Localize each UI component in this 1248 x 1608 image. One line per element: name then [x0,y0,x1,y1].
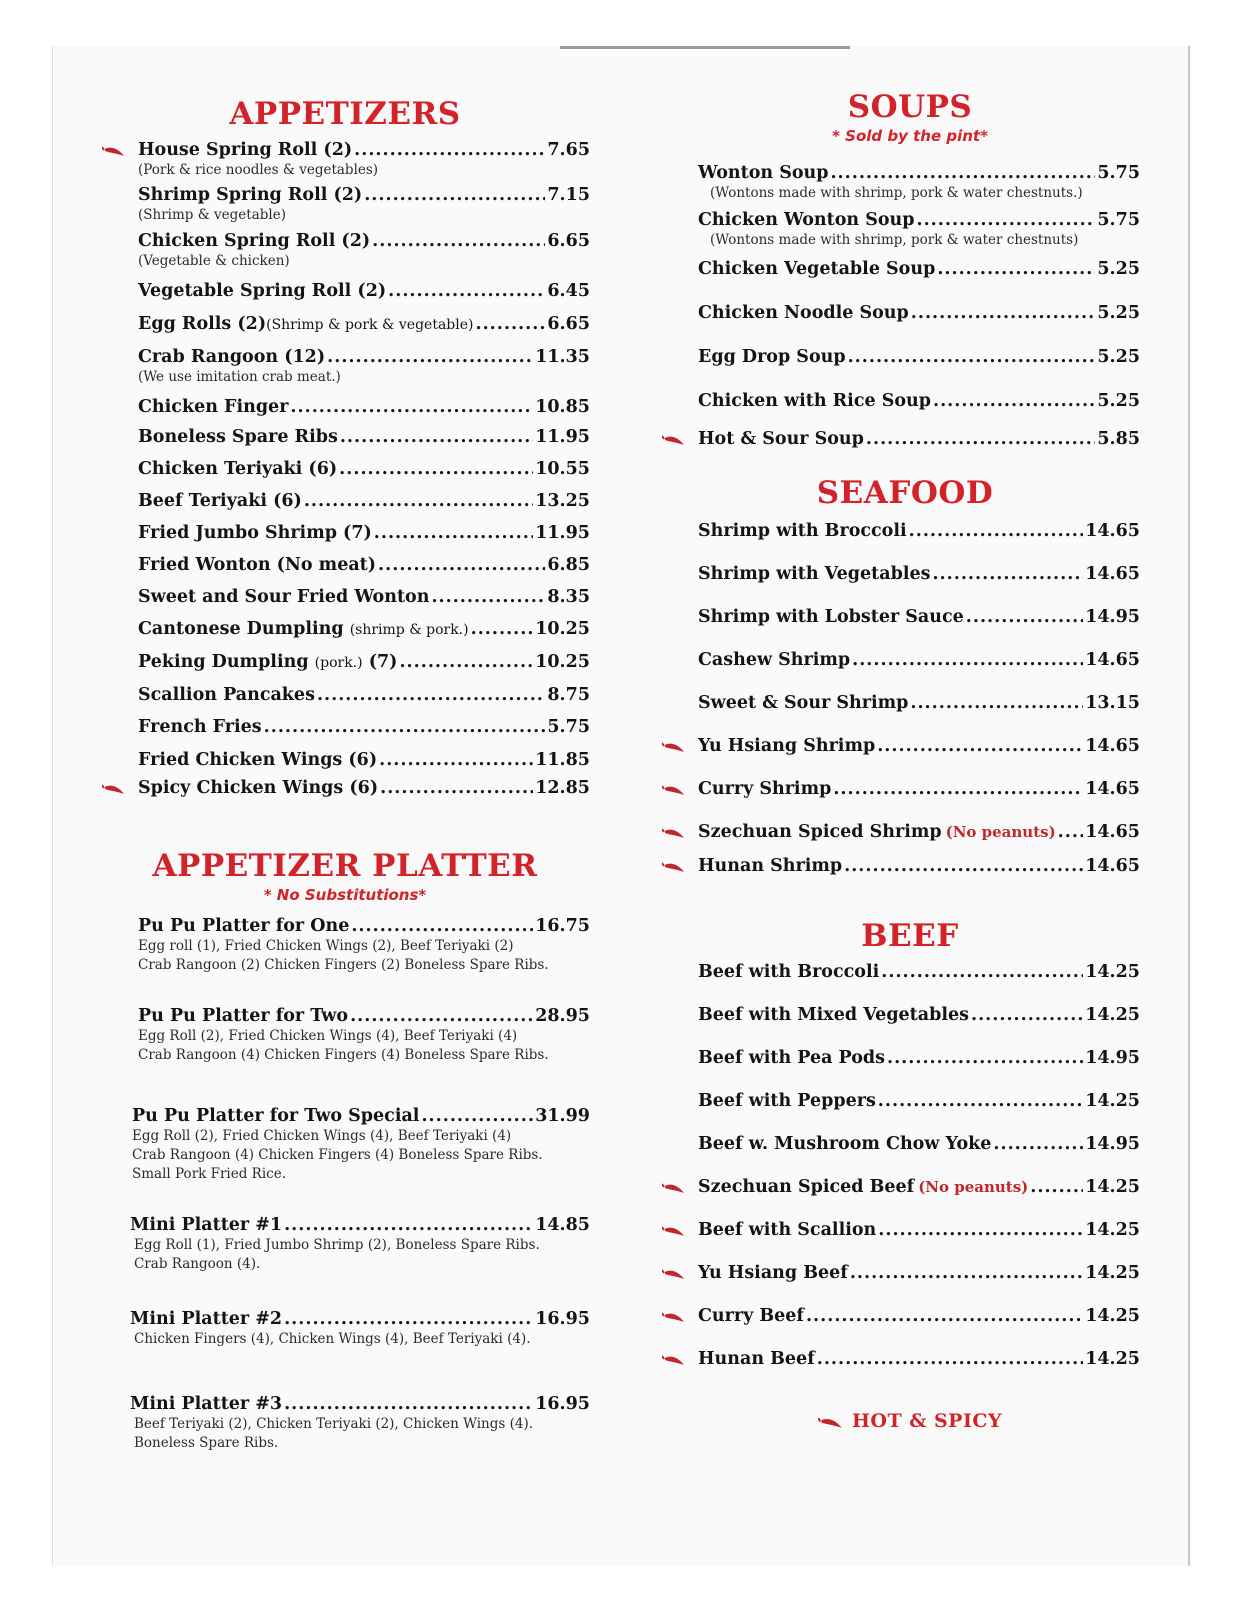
item-name: Curry Beef [698,1306,804,1326]
item-description: (Wontons made with shrimp, pork & water chestnuts) [710,232,1079,248]
menu-item [100,915,590,975]
menu-item [100,716,590,738]
item-price: 10.85 [535,397,590,417]
menu-item [660,563,1140,585]
item-name: Szechuan Spiced Beef [698,1177,915,1197]
menu-item [100,280,590,302]
menu-item [660,1133,1140,1155]
item-price: 13.15 [1085,693,1140,713]
item-name: House Spring Roll (2) [138,140,353,160]
item-price: 5.25 [1097,259,1140,279]
item-name: Beef Teriyaki (6) [138,491,302,511]
item-price: 14.25 [1085,1091,1140,1111]
menu-item [100,586,590,608]
soups-title: SOUPS [847,89,973,125]
menu-item [100,777,590,799]
menu-item [100,230,590,271]
item-price: 14.65 [1085,736,1140,756]
item-price: 14.95 [1085,1048,1140,1068]
menu-item [660,1262,1140,1284]
chili-pepper-icon [102,782,126,796]
menu-item [100,684,590,706]
item-name: Peking Dumpling [138,652,309,672]
item-name: Hot & Sour Soup [698,429,864,449]
item-price: 5.85 [1097,429,1140,449]
item-price: 16.95 [535,1394,590,1414]
item-name: Chicken Wonton Soup [698,210,915,230]
chili-pepper-icon [818,1415,844,1430]
item-price: 6.65 [547,314,590,334]
item-note: (pork.) [314,655,363,671]
platter-list [100,915,590,1453]
item-name: Egg Rolls (2) [138,314,267,334]
item-description: Egg roll (1), Fried Chicken Wings (2), Beef Teriyaki (2) [138,938,514,954]
item-price: 14.65 [1085,856,1140,876]
menu-item [660,692,1140,714]
item-name: Fried Chicken Wings (6) [138,750,378,770]
no-peanuts-note: (No peanuts) [918,1178,1029,1196]
item-description: Boneless Spare Ribs. [134,1435,279,1451]
item-price: 14.65 [1085,650,1140,670]
item-note: (Shrimp & pork & vegetable) [266,317,474,333]
item-price: 16.75 [535,916,590,936]
item-name: Pu Pu Platter for Two [138,1006,349,1026]
item-price: 11.95 [535,427,590,447]
menu-item [660,1176,1140,1198]
appetizers-title: APPETIZERS [229,96,461,132]
item-price: 14.25 [1085,1306,1140,1326]
item-note: (shrimp & pork.) [349,622,469,638]
item-name: Mini Platter #2 [130,1309,283,1329]
item-name: Shrimp with Lobster Sauce [698,607,964,627]
chili-pepper-icon [662,1224,686,1238]
item-name: Beef w. Mushroom Chow Yoke [698,1134,992,1154]
item-name: Shrimp with Vegetables [698,564,931,584]
item-name: Shrimp Spring Roll (2) [138,185,363,205]
item-price: 10.55 [535,459,590,479]
menu-item [100,458,590,480]
item-name: French Fries [138,717,262,737]
item-description: (Pork & rice noodles & vegetables) [138,162,379,178]
item-description: (We use imitation crab meat.) [138,369,341,385]
item-name: Boneless Spare Ribs [138,427,338,447]
chili-pepper-icon [662,1353,686,1367]
soups-subtitle: * Sold by the pint* [832,127,988,145]
menu-item [660,1004,1140,1026]
item-name: Szechuan Spiced Shrimp [698,822,942,842]
legend-label: HOT & SPICY [851,1410,1003,1432]
hot-spicy-legend [660,1410,1140,1432]
item-count: (7) [368,652,398,672]
item-description: Egg Roll (2), Fried Chicken Wings (4), Beef Teriyaki (4) [132,1128,512,1144]
item-description: Beef Teriyaki (2), Chicken Teriyaki (2), Chicken Wings (4). [134,1416,534,1432]
item-price: 14.65 [1085,779,1140,799]
item-price: 7.15 [547,185,590,205]
item-name: Yu Hsiang Shrimp [698,736,876,756]
item-description: Chicken Fingers (4), Chicken Wings (4), Beef Teriyaki (4). [134,1331,531,1347]
item-price: 14.85 [535,1215,590,1235]
item-price: 5.25 [1097,303,1140,323]
item-price: 14.65 [1085,564,1140,584]
item-name: Beef with Broccoli [698,962,880,982]
seafood-title: SEAFOOD [816,475,994,511]
item-name: Scallion Pancakes [138,685,315,705]
menu-item [100,346,590,387]
item-description: Crab Rangoon (4). [134,1256,261,1272]
item-price: 7.65 [547,140,590,160]
menu-item [660,162,1140,203]
item-description: Egg Roll (1), Fried Jumbo Shrimp (2), Boneless Spare Ribs. [134,1237,540,1253]
item-price: 11.85 [535,750,590,770]
menu-item [100,1005,590,1065]
item-name: Mini Platter #1 [130,1215,283,1235]
item-price: 14.25 [1085,1005,1140,1025]
menu-item [660,346,1140,368]
menu-item [660,1090,1140,1112]
item-price: 31.99 [535,1106,590,1126]
menu-item [660,1348,1140,1370]
item-price: 14.25 [1085,962,1140,982]
item-name: Egg Drop Soup [698,347,846,367]
item-price: 14.65 [1085,822,1140,842]
menu-item [660,1219,1140,1241]
item-price: 6.45 [547,281,590,301]
beef-title: BEEF [861,918,959,954]
menu-item [660,778,1140,800]
item-price: 10.25 [535,619,590,639]
item-price: 5.75 [1097,210,1140,230]
item-name: Chicken Vegetable Soup [698,259,936,279]
item-price: 28.95 [535,1006,590,1026]
item-price: 14.65 [1085,521,1140,541]
menu-item [660,961,1140,983]
platter-subtitle: * No Substitutions* [263,886,427,904]
menu-item [100,490,590,512]
no-peanuts-note: (No peanuts) [945,823,1056,841]
menu-item [660,606,1140,628]
menu-item [100,139,590,180]
item-price: 5.25 [1097,347,1140,367]
item-price: 5.75 [1097,163,1140,183]
item-name: Curry Shrimp [698,779,832,799]
chili-pepper-icon [662,860,686,874]
item-name: Beef with Pea Pods [698,1048,885,1068]
item-name: Crab Rangoon (12) [138,347,326,367]
item-name: Chicken Finger [138,397,289,417]
chili-pepper-icon [662,433,686,447]
item-name: Chicken Spring Roll (2) [138,231,371,251]
menu-item [100,426,590,448]
menu-item [660,520,1140,542]
item-price: 13.25 [535,491,590,511]
item-price: 14.25 [1085,1177,1140,1197]
item-name: Beef with Scallion [698,1220,877,1240]
item-price: 14.25 [1085,1220,1140,1240]
chili-pepper-icon [662,740,686,754]
item-name: Beef with Mixed Vegetables [698,1005,969,1025]
chili-pepper-icon [662,826,686,840]
item-price: 14.95 [1085,1134,1140,1154]
menu-item [660,258,1140,280]
item-price: 8.35 [547,587,590,607]
item-price: 6.85 [547,555,590,575]
menu-item [660,1305,1140,1327]
menu-item [660,735,1140,757]
item-description: Crab Rangoon (4) Chicken Fingers (4) Boneless Spare Ribs. [132,1147,543,1163]
item-price: 5.75 [547,717,590,737]
appetizers-list [100,139,590,799]
item-name: Chicken Teriyaki (6) [138,459,338,479]
item-name: Hunan Beef [698,1349,815,1369]
item-name: Cantonese Dumpling [138,619,344,639]
item-name: Shrimp with Broccoli [698,521,907,541]
item-price: 16.95 [535,1309,590,1329]
item-name: Cashew Shrimp [698,650,851,670]
menu-item [100,1105,590,1184]
menu-item [660,209,1140,250]
menu-item [660,390,1140,412]
item-name: Sweet and Sour Fried Wonton [138,587,430,607]
item-price: 8.75 [547,685,590,705]
chili-pepper-icon [662,1267,686,1281]
menu-item [660,821,1140,843]
item-name: Chicken with Rice Soup [698,391,931,411]
item-name: Fried Jumbo Shrimp (7) [138,523,372,543]
platter-title: APPETIZER PLATTER [152,848,538,884]
beef-list [660,961,1140,1370]
menu-item [660,428,1140,450]
item-name: Hunan Shrimp [698,856,843,876]
item-name: Vegetable Spring Roll (2) [138,281,387,301]
menu-item [100,1214,590,1274]
menu-item [100,618,590,641]
chili-pepper-icon [662,783,686,797]
item-price: 12.85 [535,778,590,798]
soups-list [660,162,1140,450]
item-price: 11.35 [535,347,590,367]
item-price: 14.25 [1085,1263,1140,1283]
item-price: 14.25 [1085,1349,1140,1369]
item-name: Fried Wonton (No meat) [138,555,377,575]
item-name: Mini Platter #3 [130,1394,283,1414]
item-description: Crab Rangoon (4) Chicken Fingers (4) Boneless Spare Ribs. [138,1047,549,1063]
menu-item [100,1393,590,1453]
item-name: Wonton Soup [698,163,829,183]
menu-item [100,749,590,771]
item-price: 14.95 [1085,607,1140,627]
menu-item [660,855,1140,877]
menu-item [660,302,1140,324]
item-name: Pu Pu Platter for One [138,916,350,936]
item-price: 10.25 [535,652,590,672]
left-column [100,95,590,1453]
item-name: Sweet & Sour Shrimp [698,693,909,713]
item-description: (Vegetable & chicken) [138,253,290,269]
menu-item [100,522,590,544]
item-description: Small Pork Fried Rice. [132,1166,286,1182]
item-description: Crab Rangoon (2) Chicken Fingers (2) Boneless Spare Ribs. [138,957,549,973]
menu-item [100,554,590,576]
page-top-edge [560,46,850,49]
item-name: Beef with Peppers [698,1091,876,1111]
page-right-edge [1188,46,1190,1566]
item-name: Pu Pu Platter for Two Special [132,1106,420,1126]
item-price: 11.95 [535,523,590,543]
item-name: Chicken Noodle Soup [698,303,909,323]
item-description: (Wontons made with shrimp, pork & water chestnuts.) [710,185,1083,201]
chili-pepper-icon [662,1181,686,1195]
menu-item [100,184,590,225]
item-name: Spicy Chicken Wings (6) [138,778,379,798]
item-name: Yu Hsiang Beef [698,1263,848,1283]
item-description: Egg Roll (2), Fried Chicken Wings (4), Beef Teriyaki (4) [138,1028,518,1044]
right-column [660,88,1140,1432]
menu-item [100,313,590,336]
chili-pepper-icon [662,1310,686,1324]
menu-item [660,1047,1140,1069]
menu-item [100,396,590,418]
menu-item [100,1308,590,1349]
item-price: 6.65 [547,231,590,251]
chili-pepper-icon [102,144,126,158]
menu-item [100,651,590,674]
menu-item [660,649,1140,671]
seafood-list [660,520,1140,877]
item-price: 5.25 [1097,391,1140,411]
item-description: (Shrimp & vegetable) [138,207,286,223]
